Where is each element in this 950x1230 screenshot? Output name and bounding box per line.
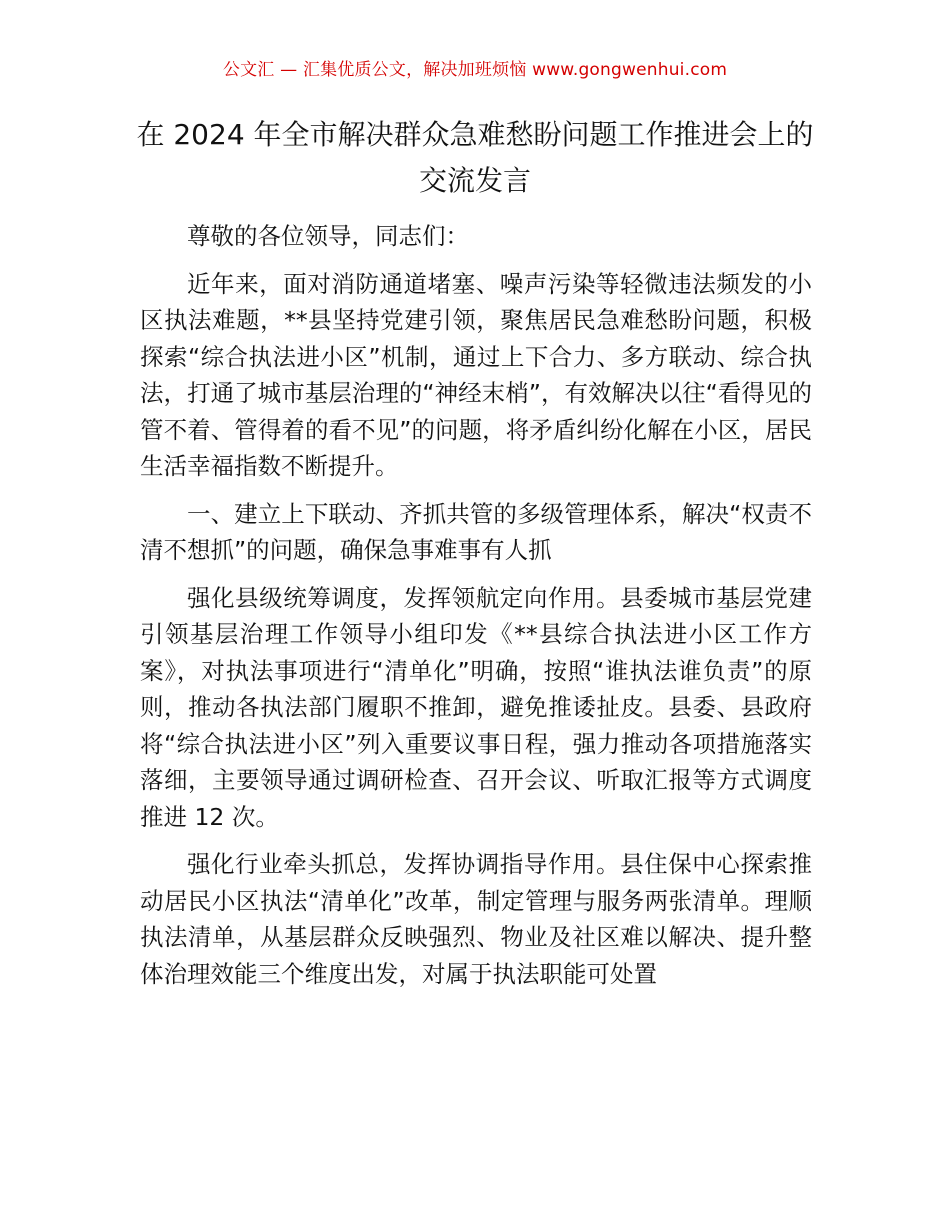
paragraph-industry-lead: 强化行业牵头抓总，发挥协调指导作用。县住保中心探索推动居民小区执法“清单化”改革，制定管理与服务两张清单。理顺执法清单，从基层群众反映强烈、物业及社区难以解决、提升整体治理效能三个维度出发，对属于执法职能可处置	[140, 850, 812, 988]
salutation: 尊敬的各位领导，同志们：	[187, 222, 469, 250]
section-heading-1: 一、建立上下联动、齐抓共管的多级管理体系，解决“权责不清不想抓”的问题，确保急事难事有人抓	[140, 499, 812, 564]
document-body	[140, 218, 812, 1003]
site-banner: 公文汇 — 汇集优质公文，解决加班烦恼 www.gongwenhui.com	[222, 60, 728, 80]
document-title: 在 2024 年全市解决群众急难愁盼问题工作推进会上的交流发言	[136, 118, 814, 197]
paragraph-intro: 近年来，面对消防通道堵塞、噪声污染等轻微违法频发的小区执法难题，**县坚持党建引领，聚焦居民急难愁盼问题，积极探索“综合执法进小区”机制，通过上下合力、多方联动、综合执法，打通了城市基层治理的“神经末梢”，有效解决以往“看得见的管不着、管得着的看不见”的问题，将矛盾纠纷化解在小区，居民生活幸福指数不断提升。	[140, 269, 812, 480]
paragraph-county-coordination: 强化县级统筹调度，发挥领航定向作用。县委城市基层党建引领基层治理工作领导小组印发《**县综合执法进小区工作方案》，对执法事项进行“清单化”明确，按照“谁执法谁负责”的原则，推动各执法部门履职不推卸，避免推诿扯皮。县委、县政府将“综合执法进小区”列入重要议事日程，强力推动各项措施落实落细，主要领导通过调研检查、召开会议、听取汇报等方式调度推进 12 次。	[140, 583, 812, 831]
